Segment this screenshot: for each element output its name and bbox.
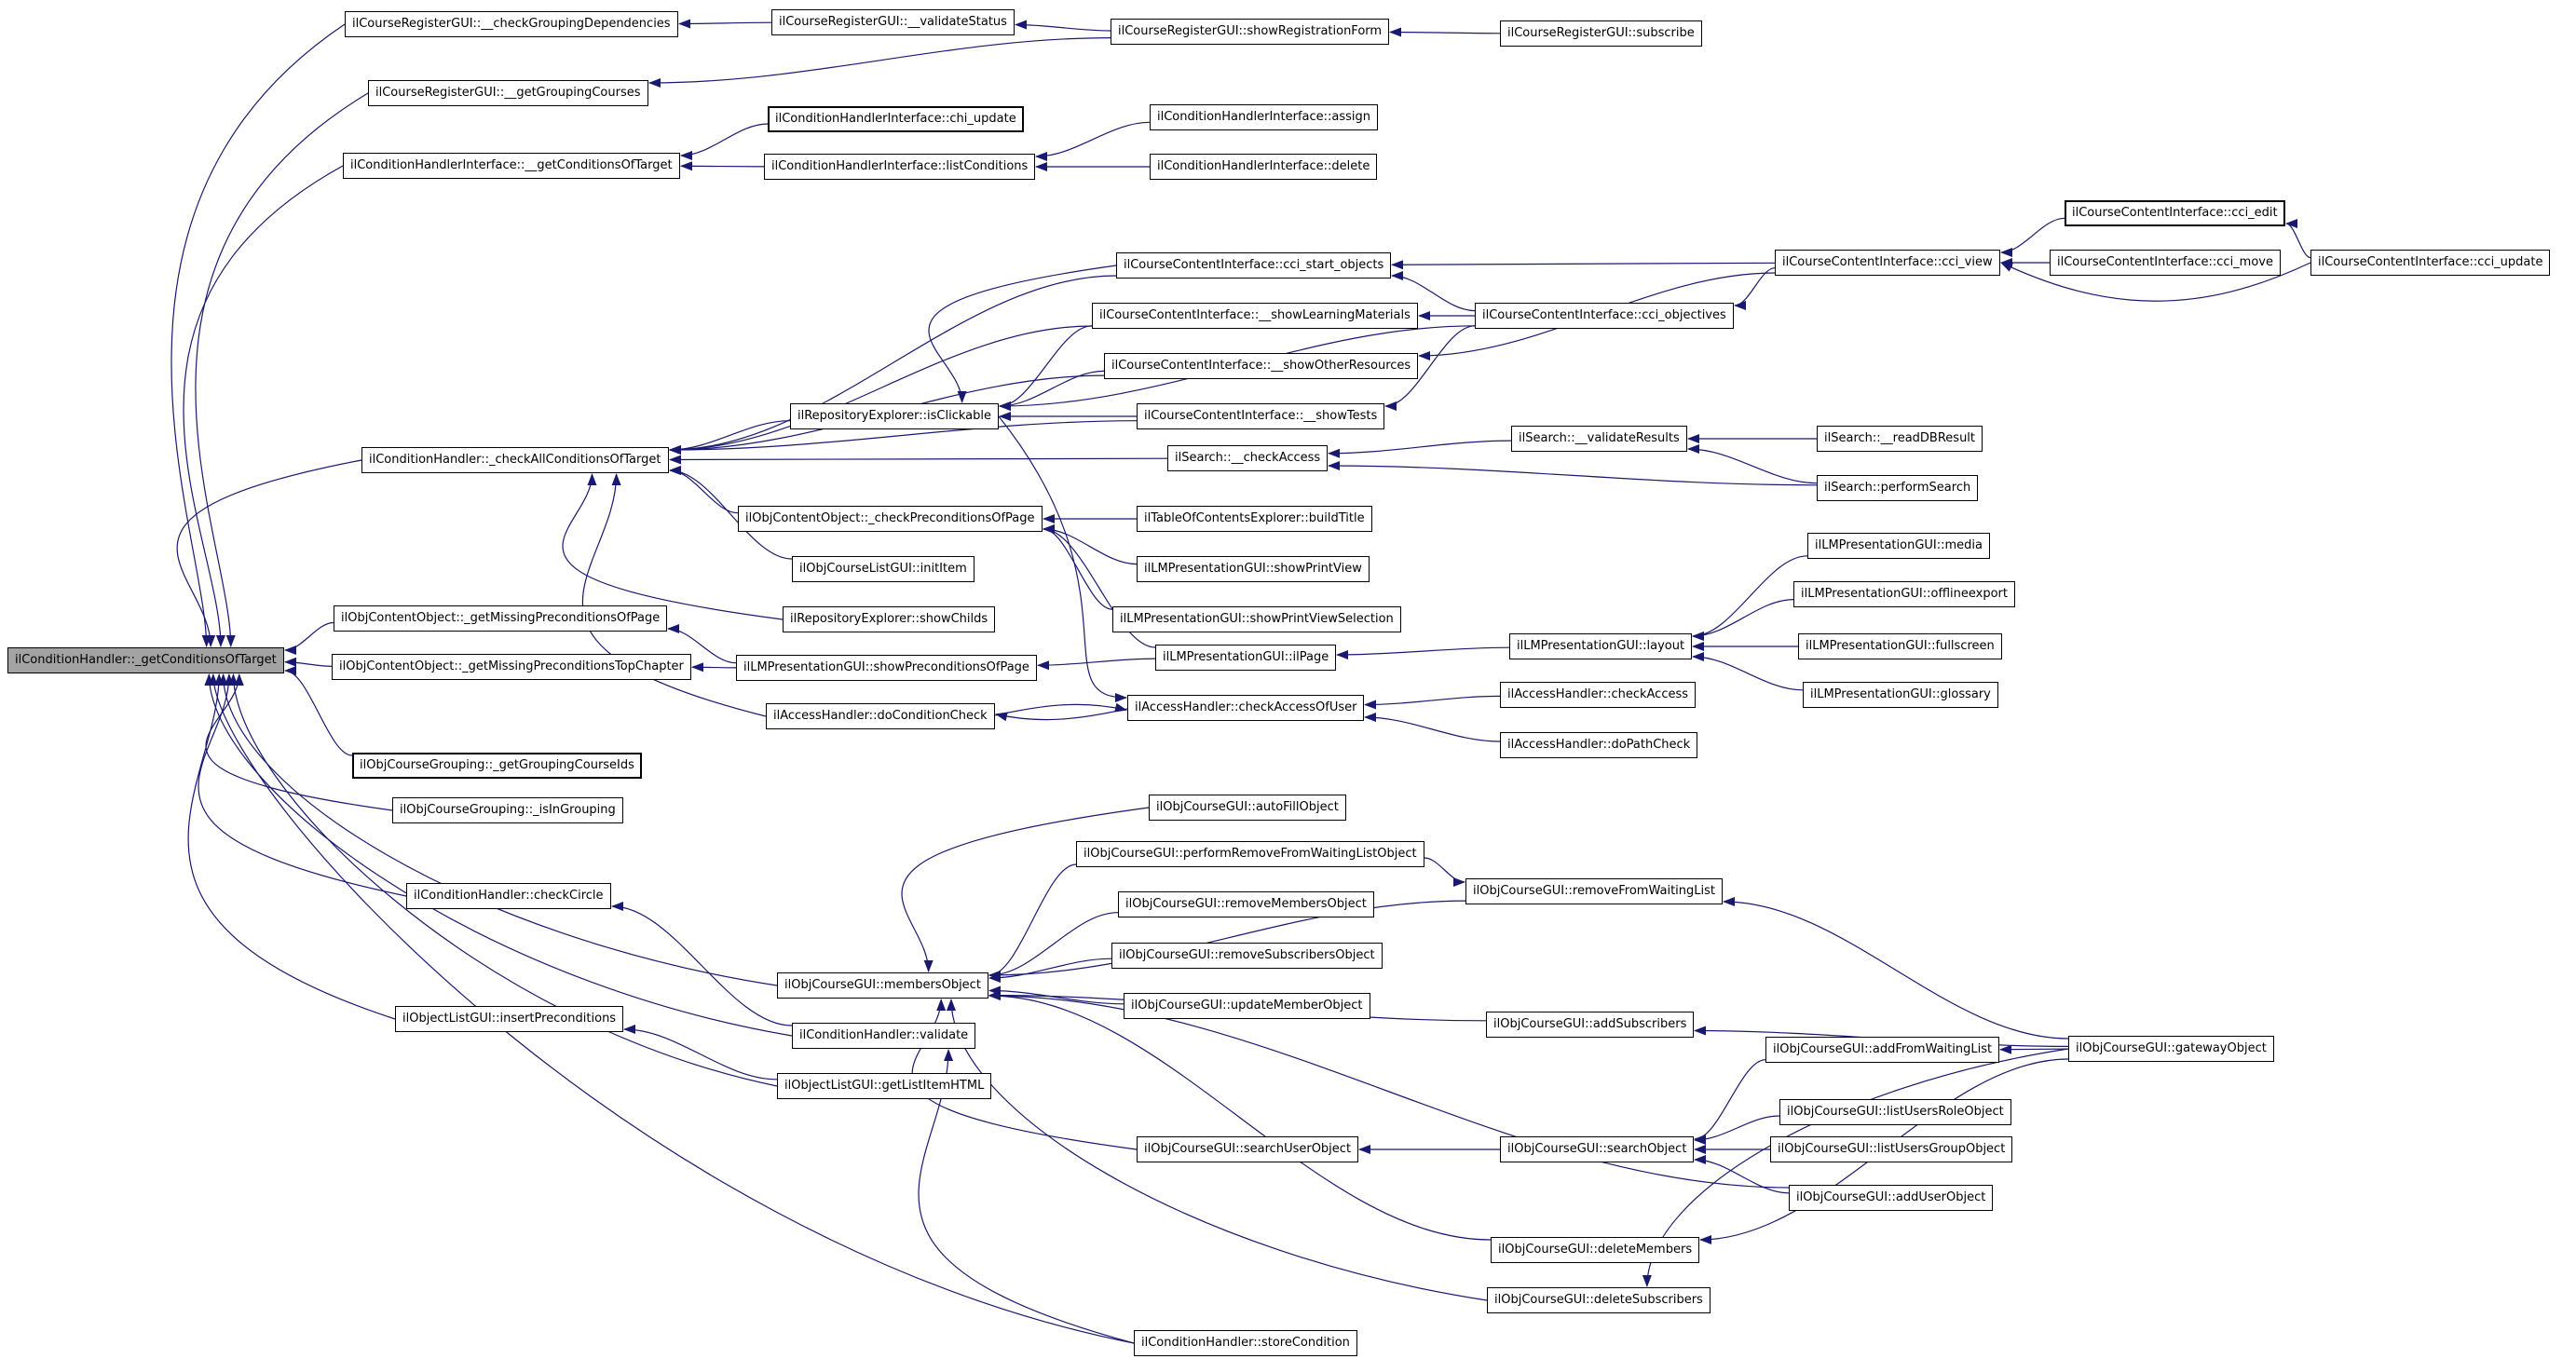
node-searchUserObject[interactable]: ilObjCourseGUI::searchUserObject — [1137, 1136, 1358, 1162]
node-checkGroupingDeps[interactable]: ilCourseRegisterGUI::__checkGroupingDependencies — [345, 11, 678, 37]
node-membersObject[interactable]: ilObjCourseGUI::membersObject — [777, 972, 988, 999]
edge-isClickable-checkAllCond — [670, 421, 790, 450]
node-isInGrouping[interactable]: ilObjCourseGrouping::_isInGrouping — [392, 797, 623, 823]
node-doConditionCheck[interactable]: ilAccessHandler::doConditionCheck — [766, 703, 995, 729]
node-media[interactable]: ilLMPresentationGUI::media — [1807, 533, 1990, 559]
edge-performRemoveWL-removeFromWaitingList — [1424, 858, 1465, 882]
node-readDBResult[interactable]: ilSearch::__readDBResult — [1817, 426, 1983, 452]
edge-getMissingTop-root — [285, 662, 332, 667]
edge-listUsersRoleObject-searchObject — [1695, 1116, 1779, 1140]
node-removeFromWaitingList[interactable]: ilObjCourseGUI::removeFromWaitingList — [1465, 878, 1723, 904]
node-searchCheckAccess[interactable]: ilSearch::__checkAccess — [1167, 445, 1328, 471]
edge-deleteMembers-membersObject — [989, 996, 1491, 1240]
node-chiUpdate[interactable]: ilConditionHandlerInterface::chi_update — [768, 106, 1024, 132]
edge-validateResults-searchCheckAccess — [1329, 441, 1511, 454]
edge-checkAccessOfUser-doConditionCheck — [996, 709, 1127, 720]
node-gatewayObject[interactable]: ilObjCourseGUI::gatewayObject — [2068, 1036, 2274, 1062]
node-cciView[interactable]: ilCourseContentInterface::cci_view — [1775, 250, 2000, 276]
edge-cciView-cciStartObjects — [1392, 263, 1775, 265]
node-glossary[interactable]: ilLMPresentationGUI::glossary — [1803, 682, 1998, 708]
edge-gatewayObject-addFromWaitingList — [2000, 1049, 2068, 1050]
node-showRegForm[interactable]: ilCourseRegisterGUI::showRegistrationForm — [1111, 19, 1389, 45]
node-showOtherResources[interactable]: ilCourseContentInterface::__showOtherResources — [1104, 353, 1418, 379]
node-checkAllCond[interactable]: ilConditionHandler::_checkAllConditionsOfTarget — [361, 447, 669, 473]
edge-cciEdit-cciView — [2001, 218, 2065, 252]
node-listUsersRoleObject[interactable]: ilObjCourseGUI::listUsersRoleObject — [1779, 1099, 2011, 1125]
edge-assign-listConditions — [1036, 122, 1150, 156]
node-cciObjectives[interactable]: ilCourseContentInterface::cci_objectives — [1475, 303, 1734, 329]
edge-offlineexport-layout — [1693, 600, 1793, 636]
node-validateResults[interactable]: ilSearch::__validateResults — [1511, 426, 1687, 452]
node-addUserObject[interactable]: ilObjCourseGUI::addUserObject — [1789, 1185, 1993, 1211]
node-assign[interactable]: ilConditionHandlerInterface::assign — [1150, 104, 1378, 130]
node-autoFillObject[interactable]: ilObjCourseGUI::autoFillObject — [1149, 795, 1346, 821]
edge-getGroupingCourseIds-root — [285, 671, 352, 755]
node-isClickable[interactable]: ilRepositoryExplorer::isClickable — [790, 403, 999, 429]
node-cciUpdate[interactable]: ilCourseContentInterface::cci_update — [2310, 250, 2550, 276]
node-checkAccessOfUser[interactable]: ilAccessHandler::checkAccessOfUser — [1127, 695, 1364, 721]
edge-ahCheckAccess-checkAccessOfUser — [1365, 696, 1500, 704]
node-updateMemberObject[interactable]: ilObjCourseGUI::updateMemberObject — [1124, 993, 1370, 1019]
edge-showPrintViewSelection-checkPrecondPage — [1043, 529, 1112, 609]
node-showPrecondPage[interactable]: ilLMPresentationGUI::showPreconditionsOfPage — [736, 655, 1037, 681]
edge-addUserObject-searchObject — [1695, 1160, 1789, 1193]
node-getListItemHTML[interactable]: ilObjectListGUI::getListItemHTML — [777, 1073, 991, 1099]
node-buildTitle[interactable]: ilTableOfContentsExplorer::buildTitle — [1137, 506, 1372, 532]
edge-showLearningMaterials-isClickable — [1000, 326, 1092, 406]
edge-glossary-layout — [1693, 657, 1803, 690]
node-showPrintViewSelection[interactable]: ilLMPresentationGUI::showPrintViewSelection — [1112, 606, 1401, 632]
node-addFromWaitingList[interactable]: ilObjCourseGUI::addFromWaitingList — [1765, 1037, 1999, 1063]
edge-chiGetCondTarget-root — [184, 166, 343, 646]
node-getMissingPage[interactable]: ilObjContentObject::_getMissingPreconditionsOfPage — [334, 605, 667, 632]
node-deleteSubscribers[interactable]: ilObjCourseGUI::deleteSubscribers — [1487, 1287, 1711, 1313]
node-doPathCheck[interactable]: ilAccessHandler::doPathCheck — [1500, 732, 1697, 758]
node-validateStatus[interactable]: ilCourseRegisterGUI::__validateStatus — [771, 9, 1015, 35]
edge-insertPreconditions-root — [188, 674, 395, 1019]
node-initItem[interactable]: ilObjCourseListGUI::initItem — [792, 556, 975, 582]
edge-listConditions-chiGetCondTarget — [681, 166, 764, 167]
edge-membersObject-root — [224, 674, 777, 985]
node-cciEdit[interactable]: ilCourseContentInterface::cci_edit — [2065, 200, 2285, 226]
node-getMissingTop[interactable]: ilObjContentObject::_getMissingPreconditionsTopChapter — [332, 654, 691, 680]
edge-getMissingPage-root — [285, 623, 334, 651]
edge-chiUpdate-chiGetCondTarget — [681, 124, 768, 156]
edge-showChilds-checkAllCond — [563, 474, 783, 619]
edge-checkPrecondPage-checkAllCond — [670, 470, 738, 513]
edge-cciUpdate-cciEdit — [2286, 224, 2310, 258]
node-chiGetCondTarget[interactable]: ilConditionHandlerInterface::__getConditionsOfTarget — [343, 153, 680, 179]
node-subscribe[interactable]: ilCourseRegisterGUI::subscribe — [1500, 20, 1702, 47]
node-checkPrecondPage[interactable]: ilObjContentObject::_checkPreconditionsOfPage — [738, 506, 1043, 532]
edge-showRegForm-getGroupingCourses — [649, 38, 1111, 83]
node-offlineexport[interactable]: ilLMPresentationGUI::offlineexport — [1793, 581, 2015, 607]
node-layout[interactable]: ilLMPresentationGUI::layout — [1509, 633, 1692, 659]
edge-layout-ilPage — [1337, 647, 1509, 655]
node-cciMove[interactable]: ilCourseContentInterface::cci_move — [2050, 250, 2281, 276]
edge-subscribe-showRegForm — [1390, 33, 1500, 34]
node-removeMembersObject[interactable]: ilObjCourseGUI::removeMembersObject — [1118, 891, 1374, 917]
edge-performSearch-validateResults — [1688, 449, 1817, 483]
edge-gatewayObject-removeFromWaitingList — [1724, 902, 2068, 1039]
edge-getListItemHTML-insertPreconditions — [624, 1029, 777, 1080]
edge-checkGroupingDeps-root — [171, 24, 345, 646]
node-checkCircle[interactable]: ilConditionHandler::checkCircle — [406, 883, 611, 909]
node-fullscreen[interactable]: ilLMPresentationGUI::fullscreen — [1798, 633, 2002, 659]
edge-performSearch-searchCheckAccess — [1329, 466, 1817, 485]
node-removeSubscribersObject[interactable]: ilObjCourseGUI::removeSubscribersObject — [1111, 943, 1383, 969]
node-showTests[interactable]: ilCourseContentInterface::__showTests — [1137, 403, 1384, 429]
node-insertPreconditions[interactable]: ilObjectListGUI::insertPreconditions — [395, 1006, 623, 1032]
node-showChilds[interactable]: ilRepositoryExplorer::showChilds — [783, 606, 995, 632]
node-ahCheckAccess[interactable]: ilAccessHandler::checkAccess — [1500, 682, 1696, 708]
node-root: ilConditionHandler::_getConditionsOfTarget — [7, 647, 284, 673]
node-performRemoveWL[interactable]: ilObjCourseGUI::performRemoveFromWaitingListObject — [1076, 841, 1424, 867]
edge-gatewayObject-deleteSubscribers — [1647, 1049, 2068, 1286]
edge-ilPage-showPrecondPage — [1038, 659, 1155, 665]
edge-media-layout — [1693, 556, 1807, 636]
node-showLearningMaterials[interactable]: ilCourseContentInterface::__showLearningMaterials — [1092, 303, 1418, 329]
node-listUsersGroupObject[interactable]: ilObjCourseGUI::listUsersGroupObject — [1770, 1136, 2012, 1162]
node-ilPage[interactable]: ilLMPresentationGUI::ilPage — [1155, 645, 1336, 671]
edge-validateStatus-checkGroupingDeps — [679, 22, 771, 23]
edge-validate-root — [209, 674, 792, 1036]
edge-showPrecondPage-getMissingTop — [692, 667, 736, 668]
node-validate[interactable]: ilConditionHandler::validate — [792, 1023, 975, 1049]
edge-addFromWaitingList-searchObject — [1695, 1060, 1765, 1139]
node-searchObject[interactable]: ilObjCourseGUI::searchObject — [1500, 1136, 1694, 1162]
edge-validate-checkCircle — [612, 906, 792, 1026]
node-deleteMembers[interactable]: ilObjCourseGUI::deleteMembers — [1491, 1237, 1699, 1263]
node-listConditions[interactable]: ilConditionHandlerInterface::listConditions — [764, 154, 1035, 180]
node-deleteCond[interactable]: ilConditionHandlerInterface::delete — [1150, 154, 1377, 180]
node-performSearch[interactable]: ilSearch::performSearch — [1817, 475, 1978, 501]
node-getGroupingCourses[interactable]: ilCourseRegisterGUI::__getGroupingCourses — [368, 80, 648, 106]
edge-doConditionCheck-checkAccessOfUser — [995, 704, 1126, 715]
node-cciStartObjects[interactable]: ilCourseContentInterface::cci_start_objects — [1116, 252, 1391, 279]
edge-doPathCheck-checkAccessOfUser — [1365, 717, 1500, 741]
node-addSubscribers[interactable]: ilObjCourseGUI::addSubscribers — [1486, 1012, 1694, 1038]
node-storeCondition[interactable]: ilConditionHandler::storeCondition — [1134, 1330, 1357, 1356]
node-showPrintView[interactable]: ilLMPresentationGUI::showPrintView — [1137, 556, 1370, 582]
edge-showRegForm-validateStatus — [1015, 25, 1111, 32]
node-getGroupingCourseIds[interactable]: ilObjCourseGrouping::_getGroupingCourseIds — [352, 753, 642, 779]
edge-searchCheckAccess-checkAllCond — [670, 458, 1167, 459]
